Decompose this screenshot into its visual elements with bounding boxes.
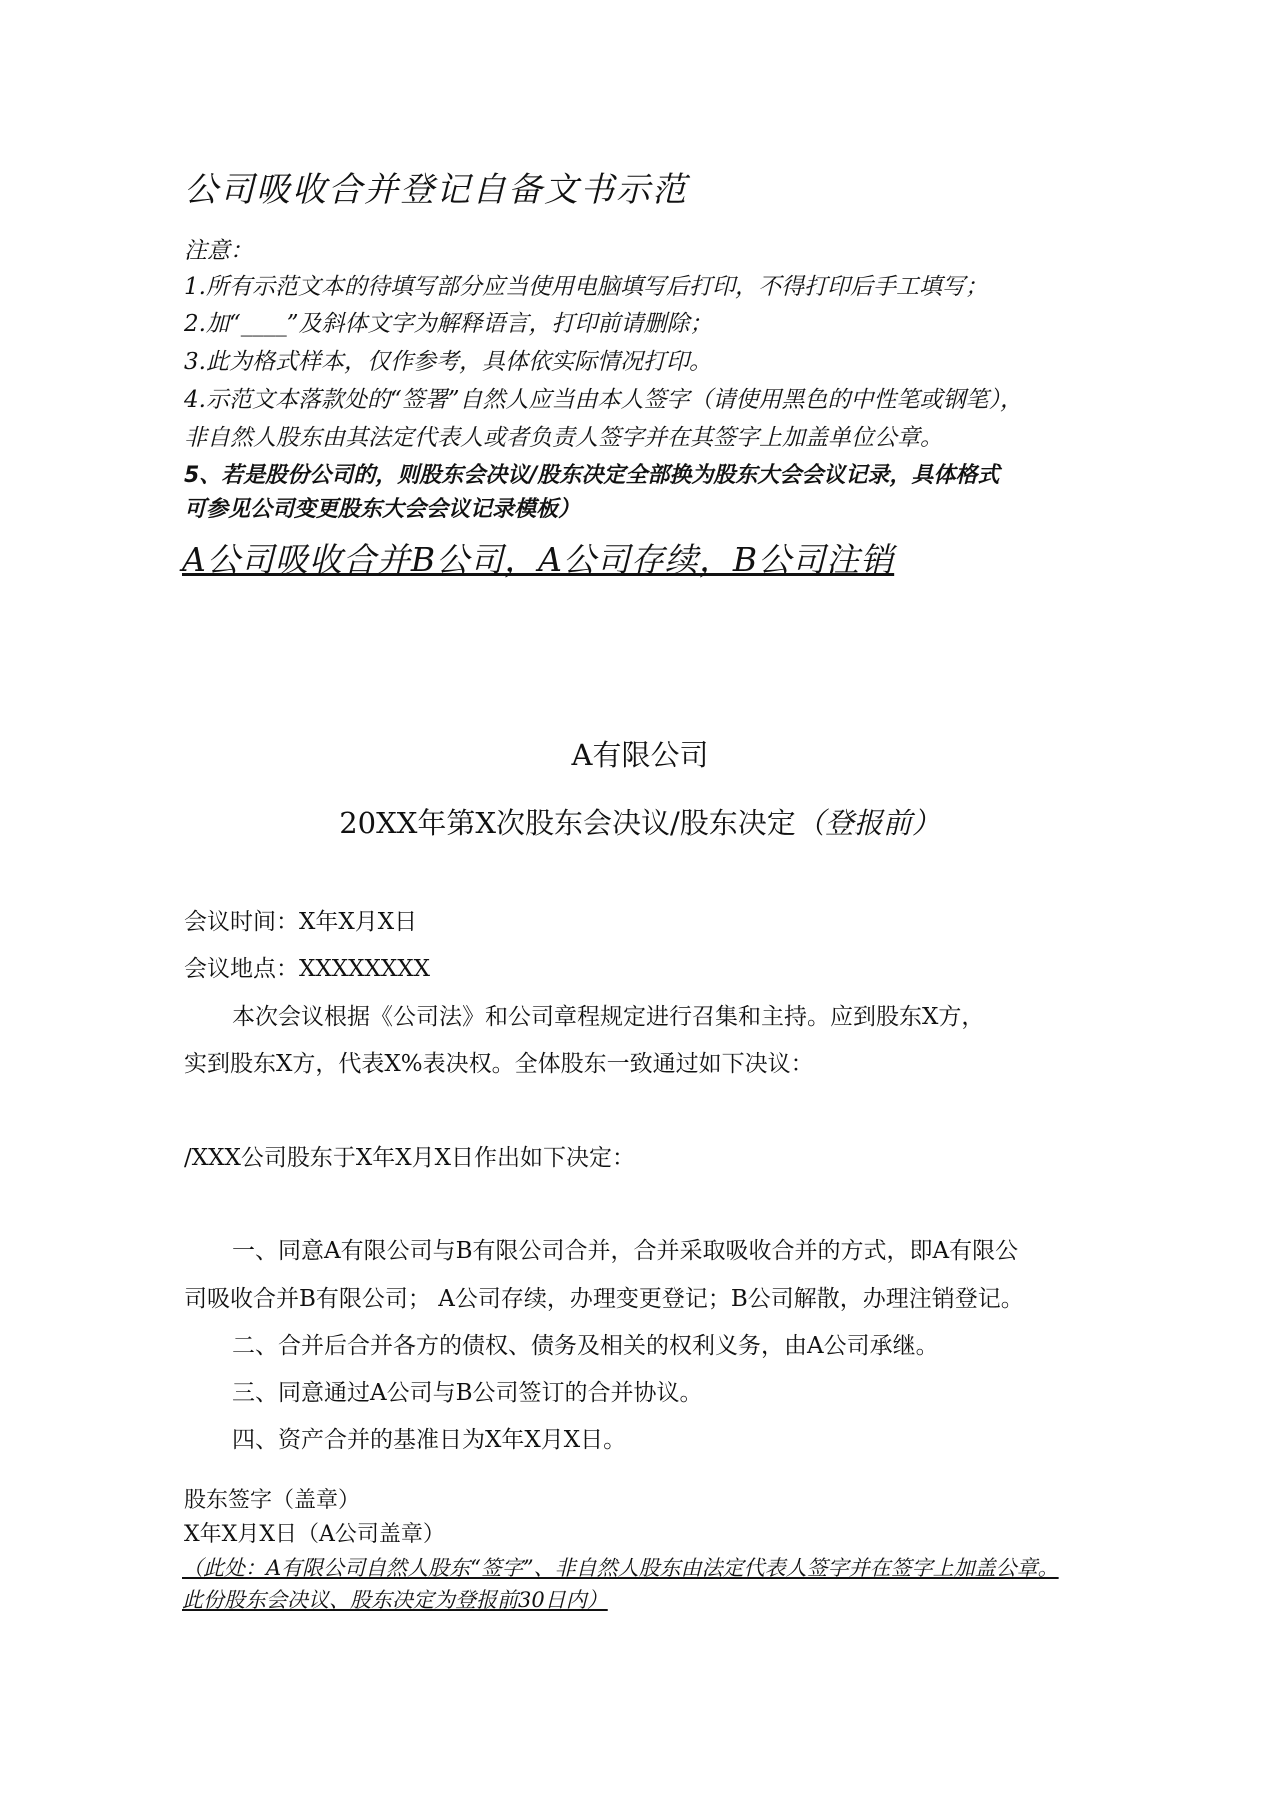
footnote-line: 此份股东会决议、股东决定为登报前30日内） xyxy=(182,1588,608,1612)
note-line: 1.所有示范文本的待填写部分应当使用电脑填写后打印，不得打印后手工填写； xyxy=(184,274,988,300)
signature-label: 股东签字（盖章） xyxy=(184,1488,361,1513)
note-line: 2.加“____”及斜体文字为解释语言，打印前请删除； xyxy=(184,311,713,337)
resolution-title-note: （登报前） xyxy=(795,806,941,840)
note-line: 可参见公司变更股东大会会议记录模板） xyxy=(184,497,581,522)
date-line: X年X月X日（A公司盖章） xyxy=(184,1522,445,1547)
company-name: A有限公司 xyxy=(571,738,709,772)
note-line: 4.示范文本落款处的“签署”自然人应当由本人签字（请使用黑色的中性笔或钢笔）， xyxy=(184,387,1023,413)
meeting-place: 会议地点：XXXXXXXX xyxy=(184,956,430,982)
intro-line: 实到股东X方，代表X%表决权。全体股东一致通过如下决议： xyxy=(184,1051,814,1077)
resolution-title-main: 20XX年第X次股东会决议/股东决定 xyxy=(339,806,796,840)
intro-line: 本次会议根据《公司法》和公司章程规定进行召集和主持。应到股东X方， xyxy=(232,1004,985,1030)
notes-label: 注意： xyxy=(184,238,253,264)
note-line: 5、若是股份公司的，则股东会决议/股东决定全部换为股东大会会议记录，具体格式 xyxy=(184,463,1000,488)
footnote-line: （此处：A有限公司自然人股东“签字”、非自然人股东由法定代表人签字并在签字上加盖公章。 xyxy=(182,1556,1059,1580)
note-line: 3.此为格式样本，仅作参考，具体依实际情况打印。 xyxy=(184,349,712,375)
resolution-item: 二、合并后合并各方的债权、债务及相关的权利义务，由A公司承继。 xyxy=(232,1333,939,1359)
meeting-time: 会议时间：X年X月X日 xyxy=(184,909,418,935)
resolution-title xyxy=(0,801,1280,842)
document-title: 公司吸收合并登记自备文书示范 xyxy=(184,170,688,210)
resolution-item: 司吸收合并B有限公司； A公司存续，办理变更登记；B公司解散，办理注销登记。 xyxy=(184,1286,1024,1312)
alt-intro: /XXX公司股东于X年X月X日作出如下决定： xyxy=(184,1145,635,1171)
resolution-item: 四、资产合并的基准日为X年X月X日。 xyxy=(232,1427,627,1453)
note-line: 非自然人股东由其法定代表人或者负责人签字并在其签字上加盖单位公章。 xyxy=(184,425,943,451)
case-title: A公司吸收合并B公司，A公司存续，B公司注销 xyxy=(182,540,895,579)
resolution-item: 三、同意通过A公司与B公司签订的合并协议。 xyxy=(232,1380,703,1406)
resolution-item: 一、同意A有限公司与B有限公司合并，合并采取吸收合并的方式，即A有限公 xyxy=(232,1238,1019,1264)
